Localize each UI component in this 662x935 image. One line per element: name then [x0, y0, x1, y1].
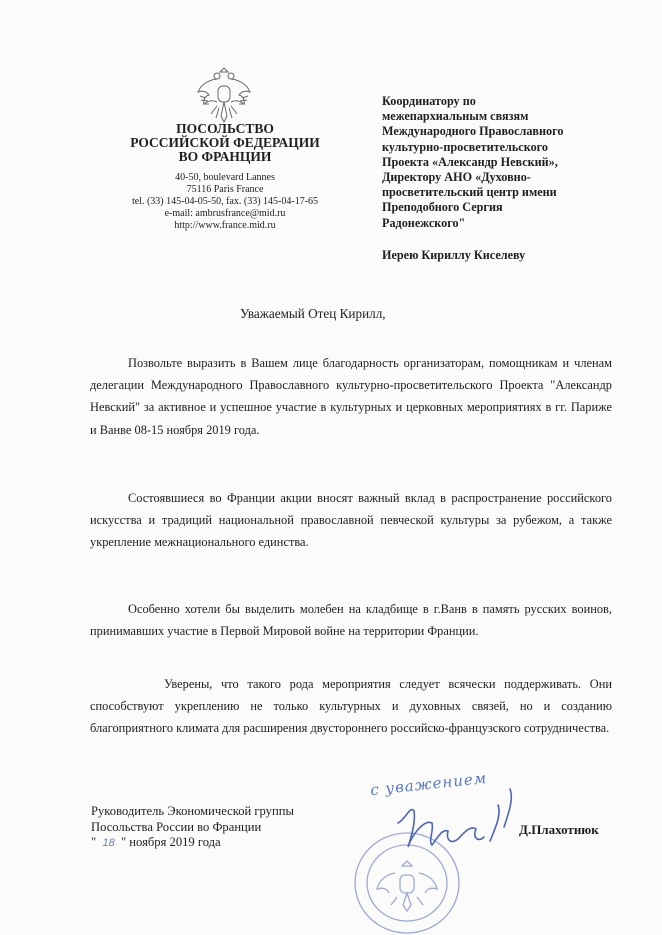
salutation: Уважаемый Отец Кирилл,	[240, 306, 386, 321]
recipient-line: Международного Православного	[382, 124, 564, 139]
sender-block	[100, 122, 350, 232]
website: http://www.france.mid.ru	[174, 220, 276, 231]
signer-name: Д.Плахотнюк	[519, 822, 599, 837]
recipient-line: просветительский центр имени	[382, 185, 557, 200]
address-street: 40-50, boulevard Lannes	[175, 172, 275, 183]
address-city: 75116 Paris France	[186, 184, 264, 195]
letter-date: " 18 " ноября 2019 года	[91, 835, 221, 849]
email: e-mail: ambrusfrance@mid.ru	[164, 208, 286, 219]
embassy-name-line3: ВО ФРАНЦИИ	[178, 149, 272, 164]
handwritten-note: с уважением	[369, 768, 488, 800]
recipient-line: Радонежского"	[382, 215, 466, 230]
recipient-line: Директору АНО «Духовно-	[382, 170, 531, 185]
recipient-line: Координатору по	[382, 94, 476, 108]
recipient-line: культурно-просветительского	[382, 139, 548, 154]
recipient-line: межепархиальным связям	[382, 109, 529, 124]
body-paragraph-2: Состоявшиеся во Франции акции вносят важный вклад в распространение российского искусства и традиций национальной православной певческой культуры за рубежом, а также укрепление межнационального единства.	[90, 491, 612, 550]
body-paragraph-1: Позвольте выразить в Вашем лице благодарность организаторам, помощникам и членам делегации Международного Православного культурно-просветительского Проекта "Александр Невский" за активное и успешное участие в культурных и церковных мероприятиях в гг. Париже и Ванве 08-15 ноября 2019 года.	[90, 356, 612, 437]
recipient-line: Проекта «Александр Невский»,	[382, 154, 558, 169]
recipient-block	[382, 94, 642, 263]
embassy-name-line1: ПОСОЛЬСТВО	[176, 121, 274, 136]
date-day-handwritten: 18	[102, 837, 115, 849]
double-headed-eagle-emblem-icon	[195, 62, 253, 128]
body-paragraph-4: Уверены, что такого рода мероприятия следует всячески поддерживать. Они способствуют укреплению не только культурных и духовных связей, но и созданию благоприятного климата для расширения двустороннего российско-французского сотрудничества.	[90, 677, 612, 736]
signatory-block	[91, 804, 294, 852]
recipient-line: Преподобного Сергия	[382, 200, 503, 215]
position-line2: Посольства России во Франции	[91, 819, 262, 834]
phone-fax: tel. (33) 145-04-05-50, fax. (33) 145-04-17-65	[131, 196, 319, 207]
position-line1: Руководитель Экономической группы	[91, 804, 294, 818]
body-paragraph-3: Особенно хотели бы выделить молебен на кладбище в г.Ванв в память русских воинов, принимавших участие в Первой Мировой войне на территории Франции.	[90, 602, 612, 639]
recipient-name: Иерею Кириллу Киселеву	[382, 247, 526, 262]
embassy-name-line2: РОССИЙСКОЙ ФЕДЕРАЦИИ	[130, 135, 320, 150]
